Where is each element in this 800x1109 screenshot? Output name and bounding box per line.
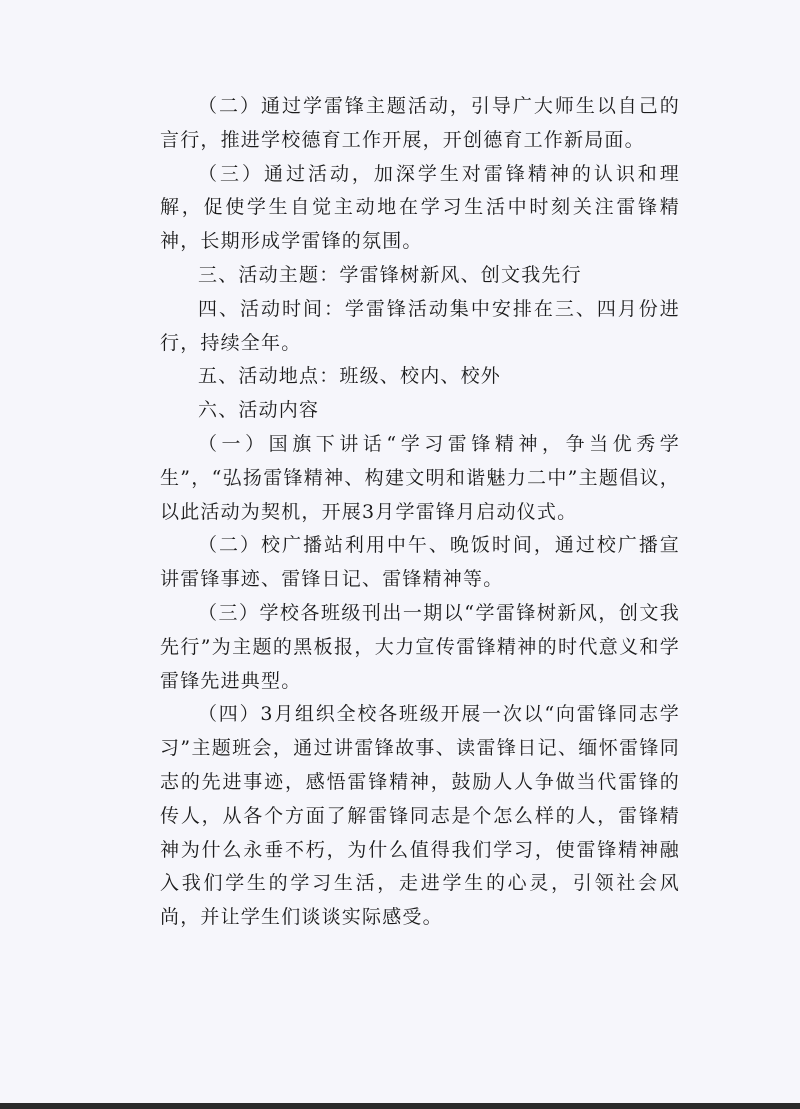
paragraph-content-2: （二）校广播站利用中午、晚饭时间，通过校广播宣讲雷锋事迹、雷锋日记、雷锋精神等。 bbox=[160, 534, 680, 591]
paragraph-content-3: （三）学校各班级刊出一期以“学雷锋树新风，创文我先行”为主题的黑板报，大力宣传雷锋精神的时代意义和学雷锋先进典型。 bbox=[160, 601, 680, 692]
paragraph-theme: 三、活动主题：学雷锋树新风、创文我先行 bbox=[198, 263, 582, 286]
paragraph-objective-2: （二）通过学雷锋主题活动，引导广大师生以自己的言行，推进学校德育工作开展，开创德育工作新局面。 bbox=[160, 95, 680, 151]
paragraph-objective-3: （三）通过活动，加深学生对雷锋精神的认识和理解，促使学生自觉主动地在学习生活中时刻关注雷锋精神，长期形成学雷锋的氛围。 bbox=[160, 162, 680, 253]
paragraph-content-4: （四）3月组织全校各班级开展一次以“向雷锋同志学习”主题班会，通过讲雷锋故事、读雷锋日记、缅怀雷锋同志的先进事迹，感悟雷锋精神，鼓励人人争做当代雷锋的传人，从各个方面了解雷锋同志是个怎么样的人，雷锋精神为什么永垂不朽，为什么值得我们学习，使雷锋精神融入我们学生的学习生活，走进学生的心灵，引领社会风尚，并让学生们谈谈实际感受。 bbox=[160, 703, 680, 929]
paragraph-location: 五、活动地点：班级、校内、校外 bbox=[198, 365, 502, 388]
paragraph-content-1: （一）国旗下讲话“学习雷锋精神，争当优秀学生”，“弘扬雷锋精神、构建文明和谐魅力二中”主题倡议，以此活动为契机，开展3月学雷锋月启动仪式。 bbox=[160, 432, 680, 523]
paragraph-content-heading: 六、活动内容 bbox=[198, 399, 320, 422]
scan-bottom-edge bbox=[0, 1103, 800, 1109]
paragraph-time: 四、活动时间：学雷锋活动集中安排在三、四月份进行，持续全年。 bbox=[160, 297, 680, 354]
document-body bbox=[160, 90, 680, 935]
